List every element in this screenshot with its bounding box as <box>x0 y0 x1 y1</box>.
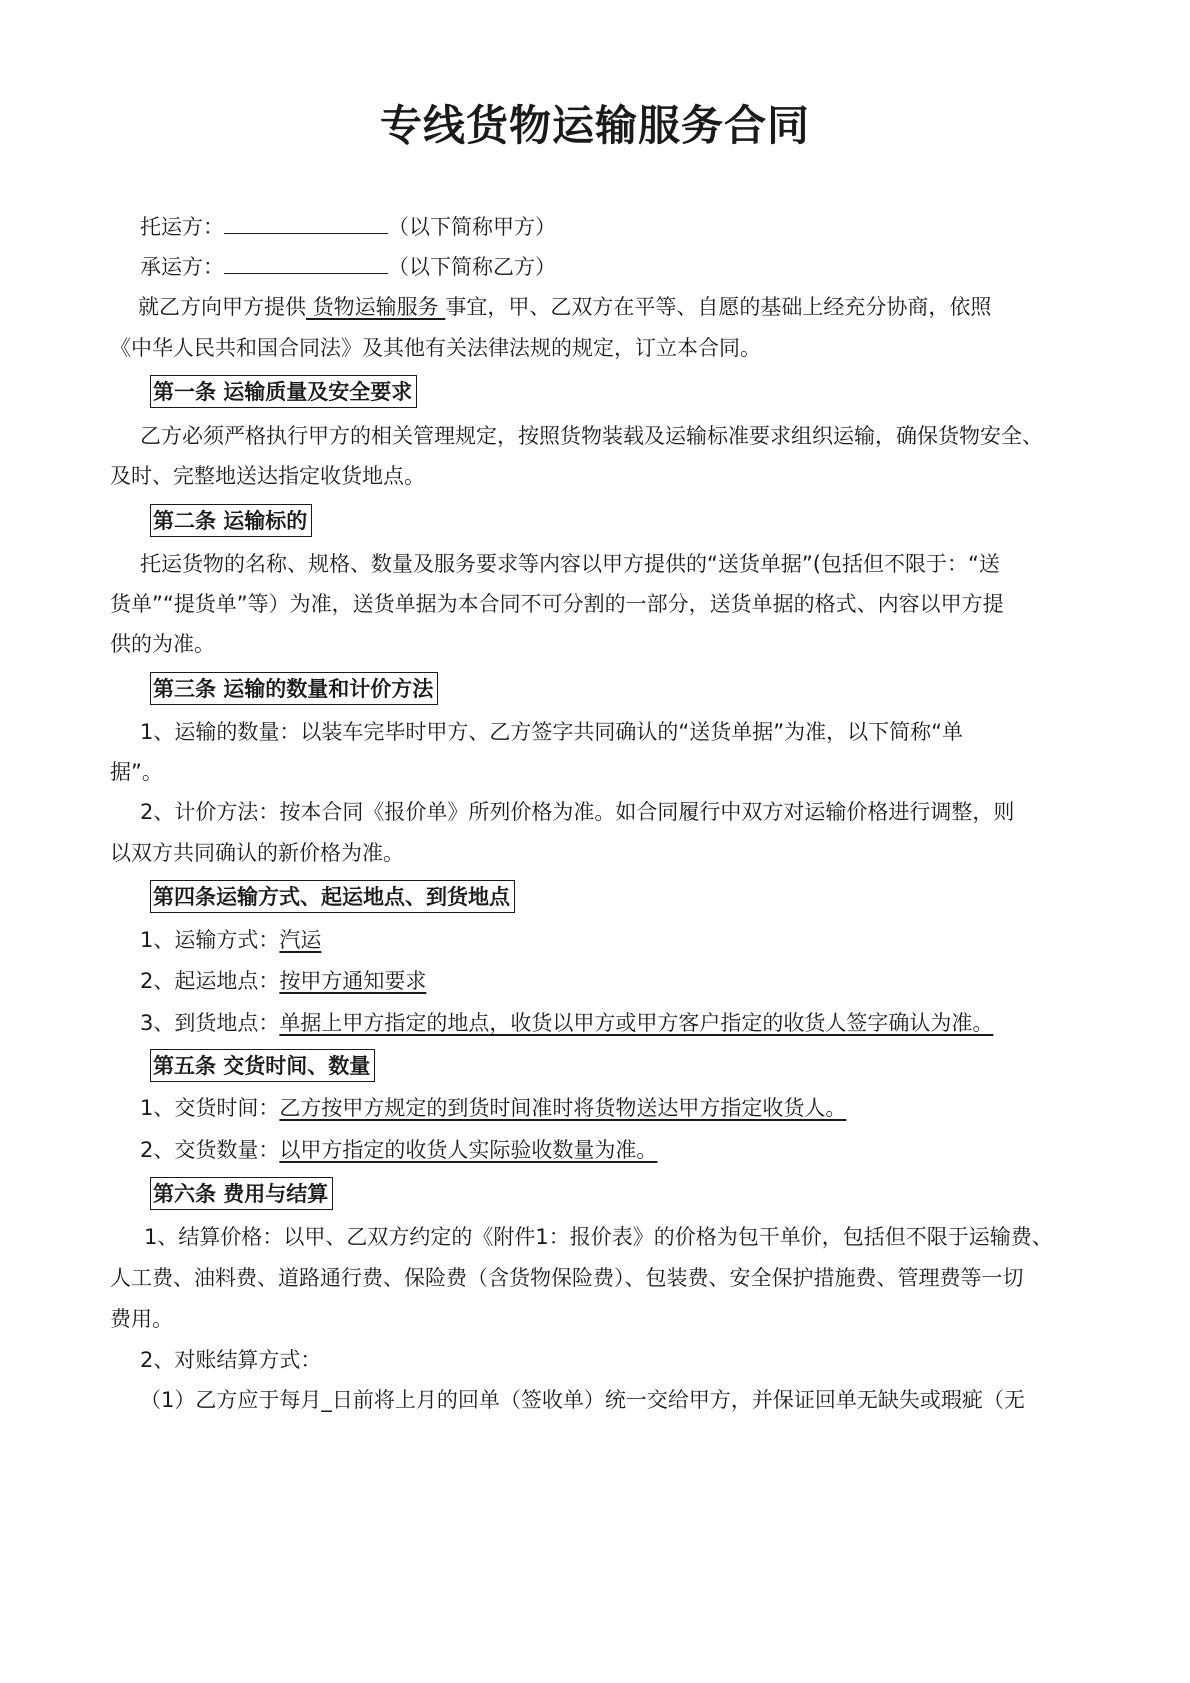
delivery-time-label: 1、交货时间： <box>140 1096 280 1120</box>
section-6-item-1: 人工费、油料费、道路通行费、保险费（含货物保险费）、包装费、安全保护措施费、管理费等一切 <box>110 1266 1024 1290</box>
party-a-blank <box>224 211 388 234</box>
section-1-text: 乙方必须严格执行甲方的相关管理规定，按照货物装载及运输标准要求组织运输，确保货物安全、 <box>140 424 1043 448</box>
intro-line-1 <box>138 292 1128 322</box>
origin-value: 按甲方通知要求 <box>279 969 427 993</box>
section-2-heading: 第二条 运输标的 <box>150 504 312 537</box>
page-title: 专线货物运输服务合同 <box>379 101 810 150</box>
party-b-label: 承运方： <box>140 255 224 279</box>
destination-value: 单据上甲方指定的地点，收货以甲方或甲方客户指定的收货人签字确认为准。 <box>279 1011 994 1035</box>
party-a-line <box>140 211 1130 242</box>
section-1-text: 及时、完整地送达指定收货地点。 <box>110 464 425 488</box>
section-5-item-2 <box>140 1135 1130 1165</box>
party-b-blank <box>224 251 388 274</box>
origin-label: 2、起运地点： <box>140 969 280 993</box>
transport-mode-value: 汽运 <box>279 928 322 952</box>
party-b-line <box>140 251 1130 282</box>
section-3-item-1: 1、运输的数量：以装车完毕时甲方、乙方签字共同确认的“送货单据”为准，以下简称“单 <box>140 720 963 744</box>
section-4-item-2 <box>140 966 1130 996</box>
section-6-heading: 第六条 费用与结算 <box>150 1177 333 1210</box>
delivery-time-value: 乙方按甲方规定的到货时间准时将货物送达甲方指定收货人。 <box>279 1096 847 1120</box>
intro-line-2: 《中华人民共和国合同法》及其他有关法律法规的规定，订立本合同。 <box>110 336 761 360</box>
party-a-label: 托运方： <box>140 215 224 239</box>
section-3-item-1: 据”。 <box>110 760 163 784</box>
section-6-item-1: 费用。 <box>110 1307 173 1331</box>
section-5-heading: 第五条 交货时间、数量 <box>150 1049 375 1082</box>
section-2-text: 货单”“提货单”等）为准，送货单据为本合同不可分割的一部分，送货单据的格式、内容以甲方提 <box>110 592 1004 616</box>
section-3-item-2: 2、计价方法：按本合同《报价单》所列价格为准。如合同履行中双方对运输价格进行调整，则 <box>140 800 1015 824</box>
intro-pre: 就乙方向甲方提供 <box>138 295 306 319</box>
transport-mode-label: 1、运输方式： <box>140 928 280 952</box>
section-4-heading: 第四条运输方式、起运地点、到货地点 <box>150 880 515 913</box>
section-6-item-2: 2、对账结算方式： <box>140 1348 322 1372</box>
destination-label: 3、到货地点： <box>140 1011 280 1035</box>
intro-service: 货物运输服务 <box>306 295 446 319</box>
section-3-heading: 第三条 运输的数量和计价方法 <box>150 672 438 705</box>
section-4-item-3 <box>140 1008 1130 1038</box>
section-2-text: 托运货物的名称、规格、数量及服务要求等内容以甲方提供的“送货单据”(包括但不限于：“送 <box>140 552 1000 576</box>
section-6-item-1: 1、结算价格：以甲、乙双方约定的《附件1：报价表》的价格为包干单价，包括但不限于运输费、 <box>144 1225 1053 1249</box>
section-6-item-2-sub-1: （1）乙方应于每月_日前将上月的回单（签收单）统一交给甲方，并保证回单无缺失或瑕疵（无 <box>140 1388 1025 1412</box>
delivery-quantity-label: 2、交货数量： <box>140 1138 280 1162</box>
section-4-item-1 <box>140 925 1130 955</box>
party-b-suffix: （以下简称乙方） <box>388 255 556 279</box>
section-5-item-1 <box>140 1093 1130 1123</box>
section-1-heading: 第一条 运输质量及安全要求 <box>150 375 417 408</box>
party-a-suffix: （以下简称甲方） <box>388 215 556 239</box>
section-3-item-2: 以双方共同确认的新价格为准。 <box>110 841 404 865</box>
delivery-quantity-value: 以甲方指定的收货人实际验收数量为准。 <box>279 1138 658 1162</box>
section-2-text: 供的为准。 <box>110 632 215 656</box>
intro-post: 事宜，甲、乙双方在平等、自愿的基础上经充分协商，依照 <box>445 295 992 319</box>
